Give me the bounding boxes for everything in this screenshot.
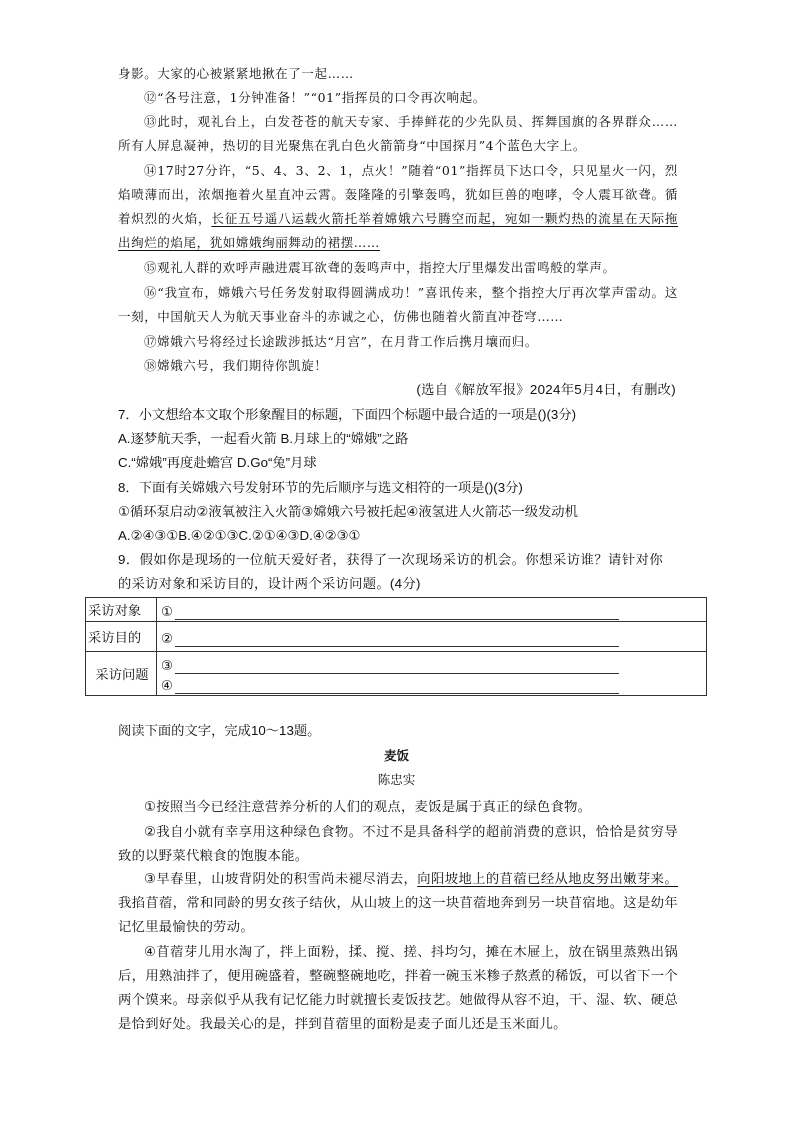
blank-number-3: ③ (161, 657, 173, 673)
paragraph-17: ⑰嫦娥六号将经过长途跋涉抵达“月宫”，在月背工作后携月壤而归。 (144, 334, 538, 349)
paragraph-16: ⑯“我宣布，嫦娥六号任务发射取得圆满成功！”喜讯传来，整个指控大厅再次掌声雷动。这一刻，中国航天人为航天事业奋斗的赤诚之心，仿佛也随着火箭直冲苍穹…… (118, 285, 678, 324)
q7-stem: 7．小文想给本文取个形象醒目的标题，下面四个标题中最合适的一项是()(3分) (118, 407, 577, 422)
paragraph-12: ⑫“各号注意，1分钟准备！”“01”指挥员的口令再次响起。 (144, 90, 486, 105)
article-paragraph-2: ②我自小就有幸享用这种绿色食物。不过不是具备科学的超前消费的意识，恰恰是贫穷导致的以野菜代粮食的饱腹本能。 (118, 824, 678, 863)
answer-blank-3[interactable] (175, 658, 619, 674)
article-paragraph-1: ①按照当今已经注意营养分析的人们的观点，麦饭是属于真正的绿色食物。 (144, 799, 592, 814)
interview-purpose-label: 采访目的 (86, 622, 157, 652)
article-paragraph-3-text: ③早春里，山坡背阴处的积雪尚未褪尽消去， (144, 871, 418, 886)
q8-items: ①循环泵启动②液氧被注入火箭③嫦娥六号被托起④液氢进人火箭芯一级发动机 (118, 504, 578, 519)
q9-stem: 9．假如你是现场的一位航天爱好者，获得了一次现场采访的机会。你想采访谁？请针对你的采访对象和采访目的，设计两个采访问题。(4分) (118, 552, 663, 591)
blank-number-2: ② (161, 630, 173, 646)
blank-number-1: ① (161, 603, 173, 619)
interview-questions-cell[interactable] (157, 652, 707, 696)
blank-number-4: ④ (161, 677, 173, 693)
q8-options: A.②④③①B.④②①③C.②①④③D.④②③① (118, 528, 361, 543)
article-title: 麦饭 (383, 748, 409, 763)
paragraph-14-text: ⑭17时27分许，“5、4、3、2、1，点火！”随着“01”指挥员下达口令，只见星火一闪，烈焰喷薄而出，浓烟拖着火星直冲云霄。轰隆隆的引擎轰鸣，犹如巨兽的咆哮，令人震耳欲聋。循着炽烈的火焰， (118, 163, 678, 226)
article-paragraph-4: ④苜蓿芽儿用水淘了，拌上面粉，揉、搅、搓、抖均匀，摊在木屉上，放在锅里蒸熟出锅后，用熟油拌了，便用碗盛着，整碗整碗地吃，拌着一碗玉米糁子熬煮的稀饭，可以省下一个两个馍来。母亲似乎从我有记忆能力时就擅长麦饭技艺。她做得从容不迫，干、湿、软、硬总是恰到好处。我最关心的是，拌到苜蓿里的面粉是麦子面儿还是玉米面儿。 (118, 944, 678, 1031)
answer-blank-4[interactable] (175, 678, 619, 694)
interview-target-cell[interactable] (157, 598, 707, 622)
paragraph-18: ⑱嫦娥六号，我们期待你凯旋！ (144, 358, 328, 373)
source-citation: (选自《解放军报》2024年5月4日，有删改) (416, 382, 676, 397)
interview-purpose-cell[interactable] (157, 622, 707, 652)
article-paragraph-3-rest: 我掐苜蓿，常和同龄的男女孩子结伙，从山坡上的这一块苜蓿地奔到另一块苜宿地。这是幼年记忆里最愉快的劳动。 (118, 895, 678, 934)
interview-target-label: 采访对象 (86, 598, 157, 622)
passage-continuation: 身影。大家的心被紧紧地揪在了一起…… (118, 66, 354, 81)
section2-intro: 阅读下面的文字，完成10～13题。 (118, 723, 321, 738)
q8-stem: 8．下面有关嫦娥六号发射环节的先后顺序与选文相符的一项是()(3分) (118, 480, 523, 495)
article-author: 陈忠实 (377, 772, 416, 787)
paragraph-14 (118, 159, 678, 255)
article-paragraph-3 (118, 867, 678, 939)
q7-options-ab: A.逐梦航天季，一起看火箭 B.月球上的“嫦娥”之路 (118, 431, 409, 446)
interview-questions-label: 采访问题 (86, 652, 157, 696)
interview-table (85, 597, 707, 696)
paragraph-15: ⑮观礼人群的欢呼声融进震耳欲聋的轰鸣声中，指控大厅里爆发出雷鸣般的掌声。 (144, 260, 616, 275)
answer-blank-1[interactable] (175, 604, 619, 620)
answer-blank-2[interactable] (175, 631, 619, 647)
q7-options-cd: C.“嫦娥”再度赴蟾宫 D.Go“兔”月球 (118, 455, 317, 470)
paragraph-13: ⑬此时，观礼台上，白发苍苍的航天专家、手捧鲜花的少先队员、挥舞国旗的各界群众……所有人屏息凝神，热切的目光聚焦在乳白色火箭箭身“中国探月”4个蓝色大字上。 (118, 114, 678, 153)
article-paragraph-3-underlined: 向阳坡地上的苜蓿已经从地皮努出嫩芽来。 (417, 871, 679, 886)
paragraph-14-underlined: 长征五号遥八运载火箭托举着嫦娥六号腾空而起，宛如一颗灼热的流星在天际拖出绚烂的焰尾，犹如嫦娥绚丽舞动的裙摆…… (118, 211, 678, 250)
